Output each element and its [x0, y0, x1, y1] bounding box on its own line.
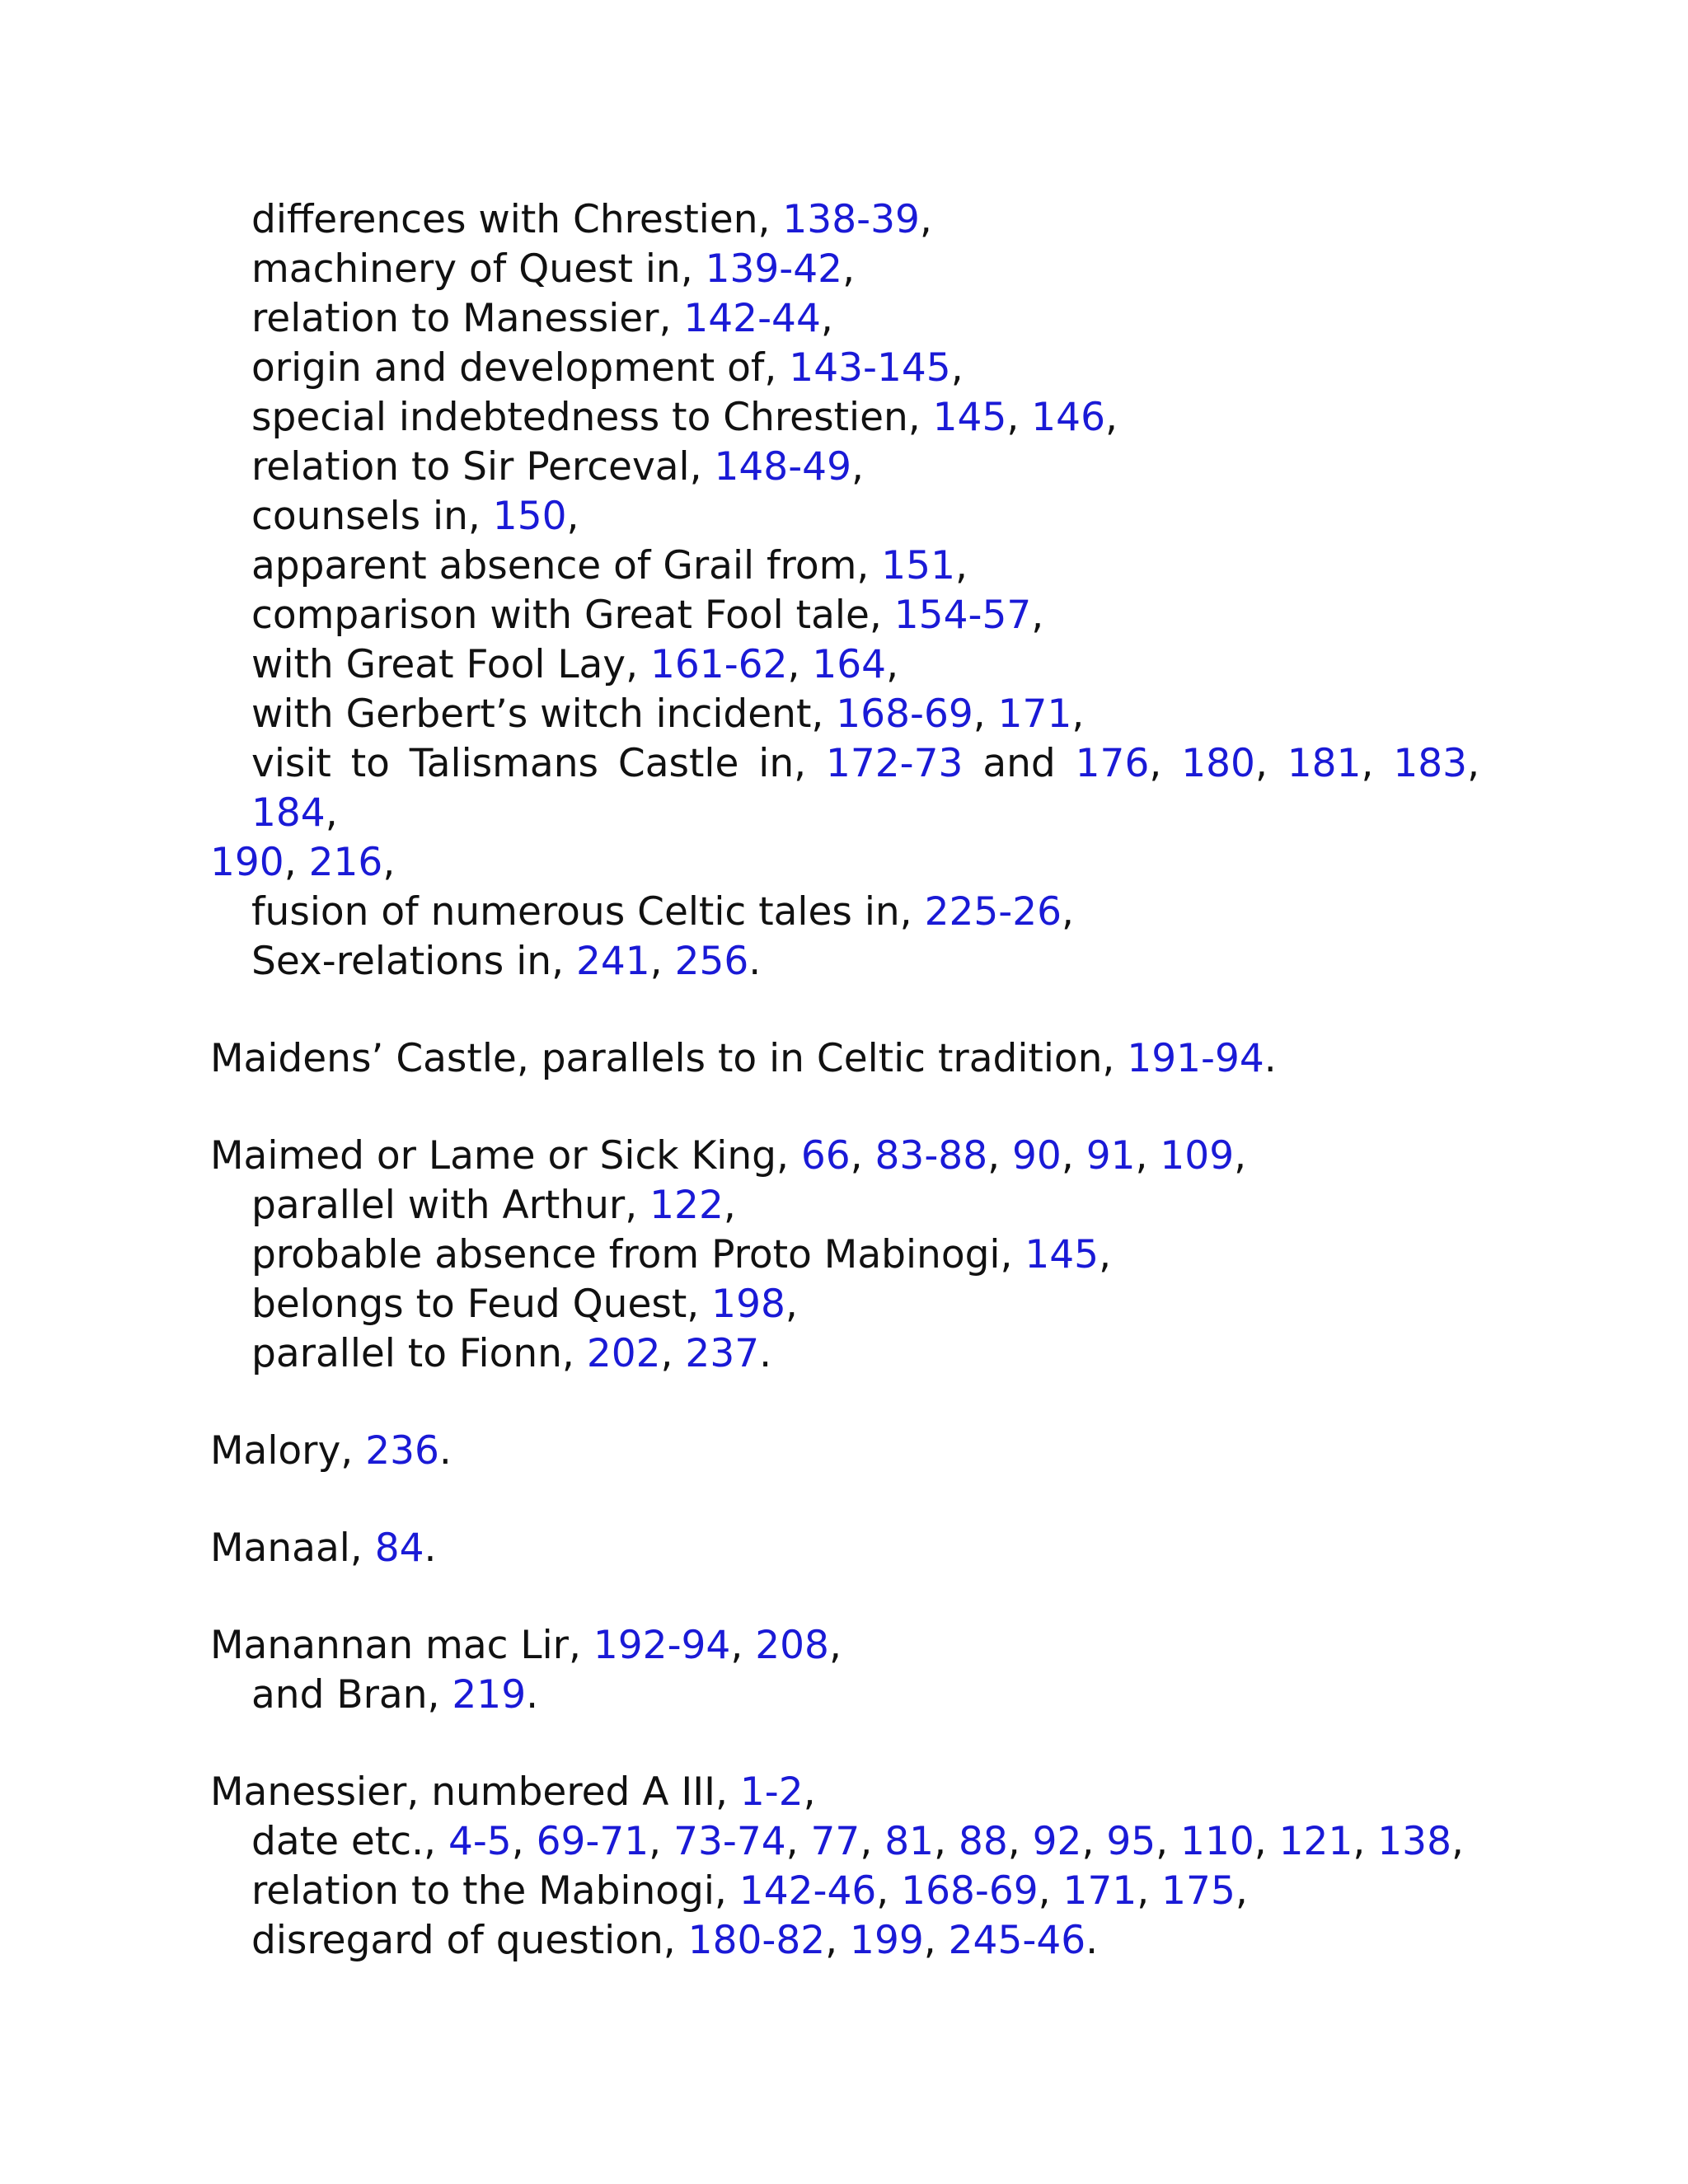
punctuation: , — [1104, 395, 1118, 440]
page-reference-link[interactable]: 219 — [452, 1672, 527, 1718]
separator: , — [825, 1918, 851, 1963]
separator: , — [1061, 1133, 1086, 1179]
punctuation: . — [748, 939, 762, 984]
page-reference-link[interactable]: 4-5 — [448, 1819, 512, 1864]
page-reference-link[interactable]: 143-145 — [789, 345, 951, 391]
separator: , — [1467, 741, 1480, 786]
page-reference-link[interactable]: 176 — [1075, 741, 1150, 786]
page-reference-link[interactable]: 138-39 — [782, 197, 920, 242]
index-subentry — [210, 1916, 1479, 1966]
page-reference-link[interactable]: 90 — [1012, 1133, 1062, 1179]
entry-text: fusion of numerous Celtic tales in, — [251, 889, 925, 935]
page-reference-link[interactable]: 245-46 — [948, 1918, 1086, 1963]
page-reference-link[interactable]: 175 — [1161, 1868, 1236, 1914]
entry-text: and Bran, — [251, 1672, 452, 1718]
punctuation: , — [1071, 691, 1085, 737]
punctuation: , — [851, 444, 864, 490]
index-entry — [210, 1427, 1479, 1476]
page-reference-link[interactable]: 1-2 — [739, 1769, 804, 1815]
index-subentry — [210, 739, 1479, 838]
index-subentry — [210, 1230, 1479, 1280]
index-subentry — [210, 294, 1479, 344]
index-subentry — [210, 245, 1479, 294]
separator: , — [1006, 395, 1032, 440]
separator: , — [934, 1819, 959, 1864]
index-page — [210, 195, 1479, 2013]
index-subentry — [210, 1671, 1479, 1720]
punctuation: , — [820, 296, 833, 341]
page-reference-link[interactable]: 73-74 — [673, 1819, 786, 1864]
page-reference-link[interactable]: 91 — [1085, 1133, 1136, 1179]
punctuation: , — [1235, 1868, 1248, 1914]
entry-text: Manessier, numbered A III, — [210, 1769, 740, 1815]
separator: , — [730, 1623, 756, 1668]
entry-text: special indebtedness to Chrestien, — [251, 395, 933, 440]
separator: , — [1353, 1819, 1378, 1864]
separator: , — [1254, 1819, 1279, 1864]
page-reference-link[interactable]: 198 — [711, 1282, 785, 1327]
page-reference-link[interactable]: 145 — [932, 395, 1007, 440]
entry-text: visit to Talismans Castle in, — [251, 741, 826, 786]
punctuation: , — [723, 1183, 736, 1228]
separator: , — [1361, 741, 1394, 786]
entry-text: date etc., — [251, 1819, 448, 1864]
index-subentry — [210, 1817, 1479, 1867]
page-reference-link[interactable]: 191-94 — [1127, 1036, 1264, 1081]
page-reference-link[interactable]: 148-49 — [714, 444, 851, 490]
page-reference-link[interactable]: 121 — [1278, 1819, 1353, 1864]
page-reference-link[interactable]: 95 — [1106, 1819, 1156, 1864]
index-subentry — [210, 1181, 1479, 1230]
punctuation: , — [950, 345, 964, 391]
entry-text: and — [963, 741, 1076, 786]
page-reference-link[interactable]: 184 — [251, 790, 326, 836]
entry-text: probable absence from Proto Mabinogi, — [251, 1232, 1025, 1277]
punctuation: , — [1062, 889, 1074, 935]
entry-text: relation to Manessier, — [251, 296, 684, 341]
index-line — [210, 1524, 1479, 1573]
page-reference-link[interactable]: 122 — [649, 1183, 724, 1228]
page-reference-link[interactable]: 180-82 — [687, 1918, 826, 1963]
separator: , — [973, 691, 998, 737]
page-reference-link[interactable]: 225-26 — [924, 889, 1062, 935]
index-line — [210, 1034, 1479, 1084]
punctuation: . — [759, 1331, 772, 1376]
page-reference-link[interactable]: 172-73 — [825, 741, 964, 786]
separator: , — [1156, 1819, 1181, 1864]
page-reference-link[interactable]: 199 — [850, 1918, 924, 1963]
punctuation: . — [1085, 1918, 1099, 1963]
separator: , — [1081, 1819, 1107, 1864]
page-reference-link[interactable]: 168-69 — [901, 1868, 1039, 1914]
entry-text: parallel to Fionn, — [251, 1331, 587, 1376]
index-subentry — [210, 443, 1479, 492]
entry-text: with Gerbert’s witch incident, — [251, 691, 837, 737]
separator: , — [649, 939, 675, 984]
separator: , — [1038, 1868, 1063, 1914]
page-reference-link[interactable]: 161-62 — [650, 642, 788, 687]
punctuation: , — [886, 642, 899, 687]
page-reference-link[interactable]: 88 — [958, 1819, 1008, 1864]
page-reference-link[interactable]: 202 — [586, 1331, 661, 1376]
page-reference-link[interactable]: 183 — [1393, 741, 1468, 786]
page-reference-link[interactable]: 110 — [1180, 1819, 1254, 1864]
separator: , — [850, 1133, 875, 1179]
punctuation: . — [526, 1672, 539, 1718]
index-line — [210, 1768, 1479, 1817]
punctuation: , — [842, 246, 856, 292]
page-reference-link[interactable]: 81 — [884, 1819, 935, 1864]
separator: , — [987, 1133, 1012, 1179]
separator: , — [1137, 1868, 1162, 1914]
page-reference-link[interactable]: 237 — [685, 1331, 760, 1376]
index-subentry — [210, 690, 1479, 739]
index-subentry — [210, 640, 1479, 690]
punctuation: , — [785, 1282, 798, 1327]
page-reference-link[interactable]: 171 — [997, 691, 1072, 737]
page-reference-link[interactable]: 171 — [1062, 1868, 1137, 1914]
punctuation: , — [803, 1769, 816, 1815]
page-reference-link[interactable]: 139-42 — [705, 246, 843, 292]
page-reference-link[interactable]: 142-44 — [683, 296, 821, 341]
index-subentry — [210, 591, 1479, 640]
index-entry — [210, 1621, 1479, 1720]
entry-text: disregard of question, — [251, 1918, 688, 1963]
entry-text: Sex-relations in, — [251, 939, 576, 984]
entry-text: comparison with Great Fool tale, — [251, 593, 894, 638]
separator: , — [284, 840, 309, 885]
index-subentry — [210, 1867, 1479, 1916]
entry-text: with Great Fool Lay, — [251, 642, 650, 687]
separator: , — [1135, 1133, 1160, 1179]
separator: , — [1254, 741, 1287, 786]
index-entry — [210, 1768, 1479, 1966]
page-reference-link[interactable]: 180 — [1181, 741, 1255, 786]
page-reference-link[interactable]: 236 — [365, 1428, 439, 1474]
index-subentry — [210, 1280, 1479, 1329]
punctuation: . — [424, 1526, 437, 1571]
page-reference-link[interactable]: 145 — [1025, 1232, 1100, 1277]
index-entry — [210, 1034, 1479, 1084]
index-entry — [210, 195, 1479, 987]
index-subentry — [210, 937, 1479, 987]
index-subentry — [210, 1329, 1479, 1379]
page-reference-link[interactable]: 83-88 — [874, 1133, 988, 1179]
separator: , — [649, 1819, 674, 1864]
entry-text: relation to the Mabinogi, — [251, 1868, 739, 1914]
page-reference-link[interactable]: 168-69 — [836, 691, 973, 737]
index-subentry — [210, 541, 1479, 591]
page-reference-link[interactable]: 208 — [755, 1623, 829, 1668]
index-line — [210, 838, 1479, 888]
entry-text: apparent absence of Grail from, — [251, 543, 882, 588]
punctuation: , — [1451, 1819, 1464, 1864]
punctuation: , — [325, 790, 338, 836]
punctuation: . — [438, 1428, 452, 1474]
page-reference-link[interactable]: 138 — [1377, 1819, 1451, 1864]
page-reference-link[interactable]: 181 — [1287, 741, 1362, 786]
separator: , — [511, 1819, 537, 1864]
separator: , — [785, 1819, 811, 1864]
separator: , — [876, 1868, 902, 1914]
entry-text: origin and development of, — [251, 345, 790, 391]
page-reference-link[interactable]: 164 — [812, 642, 887, 687]
index-subentry — [210, 393, 1479, 443]
punctuation: , — [1099, 1232, 1112, 1277]
page-reference-link[interactable]: 109 — [1160, 1133, 1235, 1179]
page-reference-link[interactable]: 190 — [210, 840, 284, 885]
entry-text: Maidens’ Castle, parallels to in Celtic tradition, — [210, 1036, 1128, 1081]
index-subentry — [210, 492, 1479, 541]
page-reference-link[interactable]: 256 — [674, 939, 749, 984]
index-line — [210, 1621, 1479, 1671]
page-reference-link[interactable]: 69-71 — [536, 1819, 649, 1864]
punctuation: , — [566, 494, 579, 539]
page-reference-link[interactable]: 241 — [575, 939, 650, 984]
entry-text: parallel with Arthur, — [251, 1183, 650, 1228]
page-reference-link[interactable]: 151 — [881, 543, 955, 588]
punctuation: , — [954, 543, 968, 588]
separator: , — [787, 642, 813, 687]
index-entry — [210, 1132, 1479, 1379]
punctuation: , — [382, 840, 396, 885]
entry-text: Manannan mac Lir, — [210, 1623, 593, 1668]
entry-text: counsels in, — [251, 494, 493, 539]
index-subentry — [210, 195, 1479, 245]
entry-text: relation to Sir Perceval, — [251, 444, 715, 490]
separator: , — [860, 1819, 885, 1864]
separator: , — [923, 1918, 949, 1963]
index-line — [210, 1132, 1479, 1181]
separator: , — [1149, 741, 1182, 786]
page-reference-link[interactable]: 146 — [1031, 395, 1105, 440]
page-reference-link[interactable]: 66 — [800, 1133, 851, 1179]
page-reference-link[interactable]: 92 — [1032, 1819, 1082, 1864]
page-reference-link[interactable]: 142-46 — [738, 1868, 877, 1914]
index-line — [210, 1427, 1479, 1476]
entry-text: Malory, — [210, 1428, 366, 1474]
page-reference-link[interactable]: 216 — [308, 840, 383, 885]
separator: , — [660, 1331, 686, 1376]
index-entry — [210, 1524, 1479, 1573]
punctuation: , — [919, 197, 932, 242]
page-reference-link[interactable]: 77 — [810, 1819, 860, 1864]
separator: , — [1007, 1819, 1033, 1864]
page-reference-link[interactable]: 154-57 — [893, 593, 1032, 638]
page-reference-link[interactable]: 150 — [492, 494, 567, 539]
entry-text: machinery of Quest in, — [251, 246, 706, 292]
punctuation: , — [828, 1623, 842, 1668]
index-subentry — [210, 888, 1479, 937]
page-reference-link[interactable]: 84 — [374, 1526, 424, 1571]
entry-text: Maimed or Lame or Sick King, — [210, 1133, 801, 1179]
entry-text: Manaal, — [210, 1526, 375, 1571]
punctuation: , — [1234, 1133, 1247, 1179]
page-reference-link[interactable]: 192-94 — [593, 1623, 731, 1668]
punctuation: . — [1264, 1036, 1277, 1081]
entry-text: belongs to Feud Quest, — [251, 1282, 712, 1327]
punctuation: , — [1031, 593, 1044, 638]
index-subentry — [210, 344, 1479, 393]
entry-text: differences with Chrestien, — [251, 197, 783, 242]
